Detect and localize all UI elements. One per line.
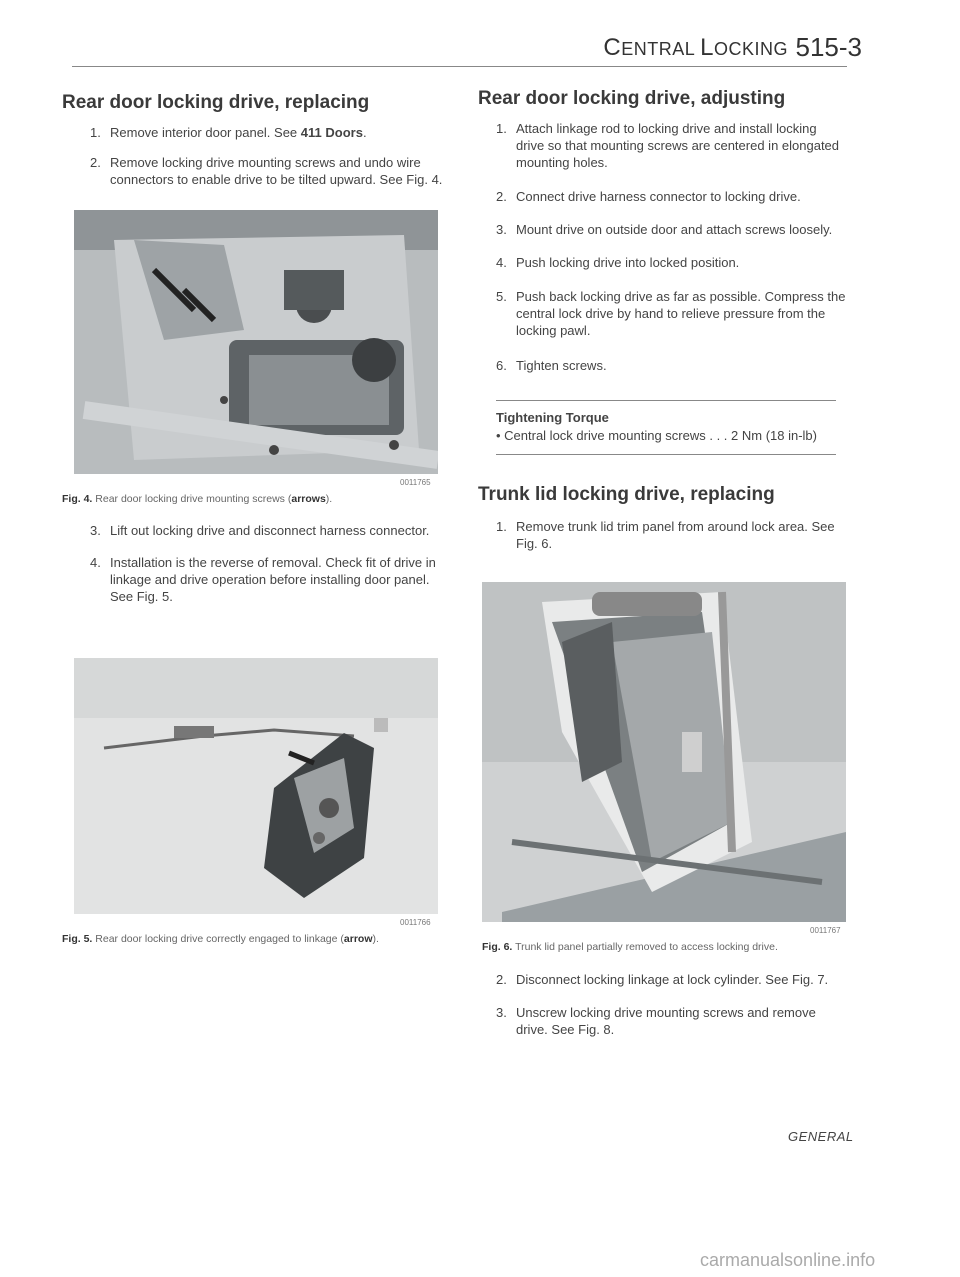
footer-section-label: GENERAL — [788, 1129, 854, 1144]
step-left-3: 3. Lift out locking drive and disconnect harness connector. — [90, 523, 430, 538]
fig4-caption: Fig. 4. Rear door locking drive mounting screws (arrows). — [62, 493, 333, 505]
fig6-id: 0011767 — [810, 926, 841, 935]
step-right-6: 6. Tighten screws. — [496, 358, 607, 373]
fig5-photo-locking-drive — [74, 658, 438, 914]
section-title-rear-door-adjusting: Rear door locking drive, adjusting — [478, 88, 786, 109]
fig6-caption: Fig. 6. Trunk lid panel partially removed to access locking drive. — [482, 941, 778, 953]
fig5-caption: Fig. 5. Rear door locking drive correctly engaged to linkage (arrow). — [62, 933, 379, 945]
step-left-4: 4. Installation is the reverse of removal. Check fit of drive in linkage and drive operation before installing door panel. See Fig. 5. — [90, 555, 436, 604]
section-title-trunk-lid-replacing: Trunk lid locking drive, replacing — [478, 484, 775, 505]
step-right-trunk-1: 1. Remove trunk lid trim panel from around lock area. See Fig. 6. — [496, 519, 835, 551]
header-rule — [72, 66, 847, 67]
step-right-2: 2. Connect drive harness connector to locking drive. — [496, 189, 801, 204]
step-right-3: 3. Mount drive on outside door and attach screws loosely. — [496, 222, 833, 237]
fig5-id: 0011766 — [400, 918, 431, 927]
fig6-photo-trunk-lid — [482, 582, 846, 922]
running-header-title: CENTRAL LOCKING — [603, 34, 788, 61]
step-right-trunk-3: 3. Unscrew locking drive mounting screws and remove drive. See Fig. 8. — [496, 1005, 816, 1037]
step-left-2: 2. Remove locking drive mounting screws and undo wire connectors to enable drive to be tilted upward. See Fig. 4. — [90, 155, 443, 187]
fig4-photo-door-interior — [74, 210, 438, 474]
step-right-5: 5. Push back locking drive as far as possible. Compress the central lock drive by hand to relieve pressure from the locking pawl. — [496, 289, 846, 338]
step-right-1: 1. Attach linkage rod to locking drive and install locking drive so that mounting screws are centered in elongated mounting holes. — [496, 121, 840, 170]
fig4-id: 0011765 — [400, 478, 431, 487]
page-number: 515-3 — [795, 32, 862, 62]
step-left-1: 1. Remove interior door panel. See 411 Doors. — [90, 125, 367, 140]
torque-title: Tightening Torque — [496, 410, 609, 425]
torque-rule-top — [496, 400, 836, 401]
watermark: carmanualsonline.info — [700, 1250, 876, 1270]
torque-item: • Central lock drive mounting screws . . . 2 Nm (18 in-lb) — [496, 428, 817, 443]
section-title-rear-door-replacing: Rear door locking drive, replacing — [62, 92, 370, 113]
step-right-trunk-2: 2. Disconnect locking linkage at lock cylinder. See Fig. 7. — [496, 972, 829, 987]
step-right-4: 4. Push locking drive into locked position. — [496, 255, 740, 270]
torque-rule-bottom — [496, 454, 836, 455]
